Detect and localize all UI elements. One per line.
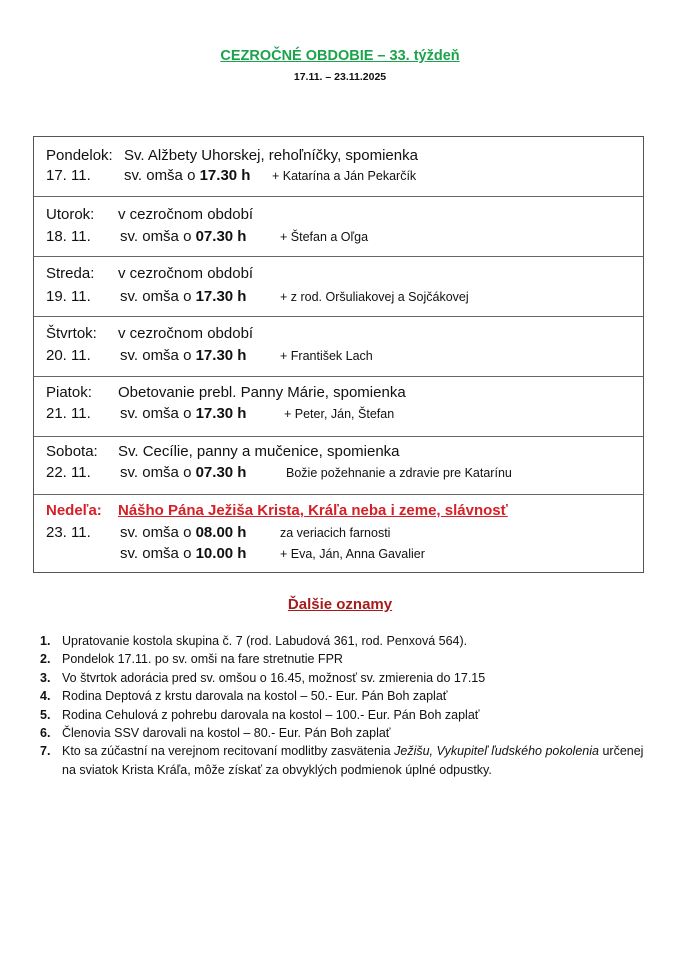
day-date: 21. 11.: [46, 405, 91, 422]
mass-intention: + Katarína a Ján Pekarčík: [272, 169, 417, 183]
mass-intention: + Štefan a Oľga: [280, 230, 369, 244]
day-date: 22. 11.: [46, 464, 91, 481]
day-feast: Sv. Cecílie, panny a mučenice, spomienka: [118, 443, 400, 460]
mass-intention: + Peter, Ján, Štefan: [284, 407, 395, 421]
schedule-day-saturday: [34, 437, 643, 495]
schedule-day-thursday: [34, 317, 643, 377]
schedule-day-friday: [34, 377, 643, 437]
mass-time: sv. omša o 07.30 h: [120, 228, 247, 245]
list-item: 3. Vo štvrtok adorácia pred sv. omšou o 16.45, možnosť sv. zmierenia do 17.15: [40, 670, 486, 685]
list-item: 6. Členovia SSV darovali na kostol – 80.- Eur. Pán Boh zaplať: [40, 726, 391, 741]
date-range: 17.11. – 23.11.2025: [293, 71, 387, 83]
list-item: 2. Pondelok 17.11. po sv. omši na fare stretnutie FPR: [40, 652, 343, 667]
mass-intention: + Eva, Ján, Anna Gavalier: [280, 547, 425, 561]
day-feast: Obetovanie prebl. Panny Márie, spomienka: [118, 384, 406, 401]
notices-list: [40, 632, 650, 779]
day-name: Sobota:: [46, 443, 98, 460]
mass-time: sv. omša o 08.00 h: [120, 524, 247, 541]
day-feast: Nášho Pána Ježiša Krista, Kráľa neba i zeme, slávnosť: [118, 502, 508, 519]
day-date: 18. 11.: [46, 228, 91, 245]
day-date: 17. 11.: [46, 167, 91, 184]
day-feast: v cezročnom období: [118, 265, 254, 282]
day-date: 20. 11.: [46, 347, 91, 364]
list-item: 1. Upratovanie kostola skupina č. 7 (rod. Labudová 361, rod. Penxová 564).: [40, 634, 468, 648]
schedule-day-monday: [34, 137, 643, 197]
mass-time: sv. omša o 07.30 h: [120, 464, 247, 481]
schedule-day-sunday: [34, 495, 643, 572]
day-name: Pondelok:: [46, 147, 113, 164]
list-item: 5. Rodina Cehulová z pohrebu darovala na kostol – 100.- Eur. Pán Boh zaplať: [40, 707, 480, 722]
day-name: Štvrtok:: [46, 325, 97, 342]
day-feast: v cezročnom období: [118, 325, 254, 342]
day-date: 19. 11.: [46, 288, 91, 305]
schedule-day-wednesday: [34, 257, 643, 317]
page-title: CEZROČNÉ OBDOBIE – 33. týždeň: [220, 48, 460, 64]
mass-time: sv. omša o 17.30 h: [124, 167, 251, 184]
mass-intention: + František Lach: [280, 349, 373, 363]
day-name: Streda:: [46, 265, 95, 282]
schedule-day-tuesday: [34, 197, 643, 257]
list-item: 4. Rodina Deptová z krstu darovala na kostol – 50.- Eur. Pán Boh zaplať: [40, 689, 448, 704]
mass-intention: + z rod. Oršuliakovej a Sojčákovej: [280, 290, 469, 304]
day-feast: Sv. Alžbety Uhorskej, rehoľníčky, spomienka: [124, 147, 418, 164]
day-name: Piatok:: [46, 384, 92, 401]
day-name: Utorok:: [46, 206, 95, 223]
mass-intention: za veriacich farnosti: [280, 526, 391, 540]
day-name: Nedeľa:: [46, 502, 102, 519]
notices-title: Ďalšie oznamy: [287, 596, 393, 613]
mass-intention: Božie požehnanie a zdravie pre Katarínu: [286, 466, 512, 480]
mass-time: sv. omša o 17.30 h: [120, 405, 247, 422]
mass-schedule-table: [33, 136, 644, 573]
day-date: 23. 11.: [46, 524, 91, 541]
mass-time: sv. omša o 17.30 h: [120, 288, 247, 305]
mass-time: sv. omša o 10.00 h: [120, 545, 247, 562]
day-feast: v cezročnom období: [118, 206, 254, 223]
mass-time: sv. omša o 17.30 h: [120, 347, 247, 364]
list-item: 7. Kto sa zúčastní na verejnom recitovaní modlitby zasvätenia Ježišu, Vykupiteľ ľudského pokolenia určenej na sviatok Krista Kráľa, môže získať za obvyklých podmienok úplné odpustky.: [40, 744, 644, 777]
